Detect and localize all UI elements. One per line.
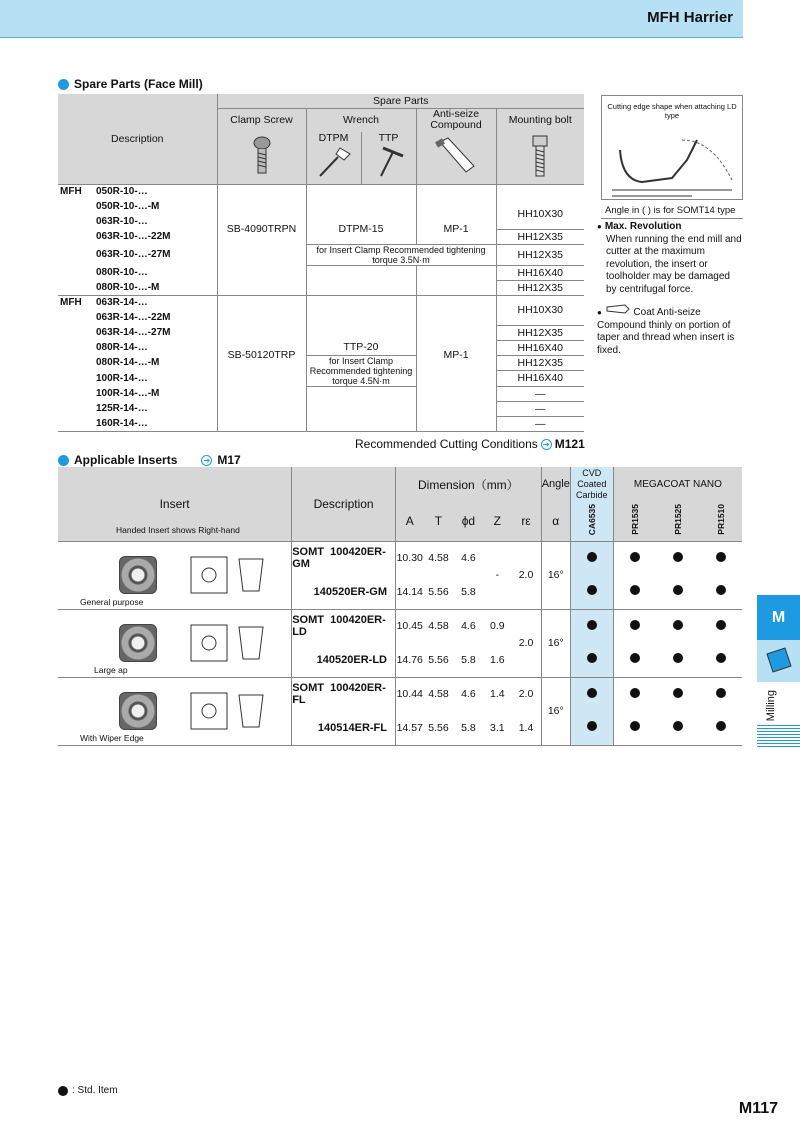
- inserts-table: [58, 467, 742, 746]
- col-dimension: Dimension（mm）: [396, 467, 542, 501]
- max-rev-text: When running the end mill and cutter at the maximum revolution, the insert or toolholder may be damaged by centrifugal force.: [606, 233, 742, 295]
- header-bar: [0, 0, 743, 37]
- arrow-right-icon: ➔: [201, 455, 212, 466]
- grade-ca6535: CA6535: [570, 501, 613, 541]
- header-divider: [0, 37, 743, 38]
- model-row: 100R-14-…: [94, 371, 217, 387]
- dim-t-value: 4.58: [428, 620, 449, 633]
- cutting-conditions-ref[interactable]: [355, 437, 585, 451]
- col-description: Description: [292, 467, 396, 541]
- bolt-value: HH12X35: [496, 355, 584, 371]
- cutting-conditions-page: M121: [554, 437, 585, 451]
- dim-t-value: 5.56: [428, 721, 449, 734]
- std-item-dot: [587, 620, 597, 630]
- coat-note: [597, 303, 743, 357]
- dim-z-value: -: [495, 569, 500, 581]
- dim-t: T: [423, 501, 453, 541]
- std-item-dot: [716, 688, 726, 698]
- series-label: MFH: [60, 297, 82, 309]
- t-wrench-icon: [369, 144, 409, 180]
- insert-top-view: [187, 621, 231, 665]
- max-rev-title: Max. Revolution: [604, 221, 682, 232]
- model-row: 080R-14-…-M: [94, 355, 217, 371]
- clamp-screw-value: SB-4090TRPN: [217, 214, 306, 244]
- insert-code: SOMT 100420ER-FL: [292, 677, 396, 711]
- cutting-edge-icon: [602, 120, 742, 200]
- col-anti-seize: Anti-seize Compound: [416, 108, 496, 132]
- dim-alpha: α: [541, 501, 570, 541]
- col-insert-label: Insert: [159, 497, 190, 511]
- col-ttp: TTP: [378, 132, 399, 144]
- bolt-image: [496, 132, 584, 184]
- std-item-dot: [58, 1086, 68, 1096]
- col-spare-parts: Spare Parts: [217, 94, 584, 108]
- dim-re: rε: [511, 501, 541, 541]
- col-angle: Angle: [541, 467, 570, 501]
- torque-note: for Insert Clamp Recommended tightening torque 3.5N·m: [306, 244, 496, 265]
- std-item-dot: [630, 552, 640, 562]
- dim-alpha-value: 16°: [541, 609, 570, 677]
- bolt-value: HH12X35: [496, 244, 584, 265]
- spare-parts-title-text: Spare Parts (Face Mill): [74, 77, 203, 91]
- inserts-page-ref[interactable]: M17: [217, 453, 241, 467]
- grade-pr1510: PR1510: [699, 501, 742, 541]
- std-item-dot: [630, 721, 640, 731]
- dim-alpha-value: 16°: [541, 541, 570, 609]
- col-clamp-screw: Clamp Screw: [217, 108, 306, 132]
- std-item-dot: [673, 585, 683, 595]
- std-item-dot: [587, 721, 597, 731]
- coat-text: Coat Anti-seize Compound thinly on portion of taper and thread when insert is fixed.: [597, 307, 735, 356]
- insert-type-label: With Wiper Edge: [80, 732, 144, 743]
- std-item-dot: [673, 688, 683, 698]
- std-item-dot: [673, 721, 683, 731]
- spare-parts-title: [58, 77, 203, 91]
- model-row: 080R-10-…-M: [94, 280, 217, 295]
- note-divider: [601, 218, 743, 219]
- model-row: 080R-10-…: [94, 265, 217, 280]
- dim-re-value: 1.4: [511, 711, 541, 745]
- wrench-value: DTPM-15: [306, 214, 416, 244]
- milling-section-label: Milling: [765, 690, 777, 722]
- insert-code: 140520ER-LD: [292, 643, 396, 677]
- angle-note: Angle in ( ) is for SOMT14 type: [605, 205, 736, 216]
- std-item-dot: [587, 688, 597, 698]
- wrench-value: TTP-20: [306, 340, 416, 355]
- bullet-icon: [58, 455, 69, 466]
- bolt-icon: [530, 134, 550, 178]
- dim-re-value: 2.0: [511, 609, 541, 677]
- ld-edge-diagram: [601, 95, 743, 200]
- model-row: 050R-10-…-M: [94, 199, 217, 214]
- dim-re-value: 2.0: [511, 541, 541, 609]
- bolt-value: HH16X40: [496, 340, 584, 355]
- bullet-icon: ●: [597, 308, 602, 317]
- insert-top-view: [187, 689, 231, 733]
- spare-parts-table: [58, 94, 584, 432]
- std-item-dot: [587, 653, 597, 663]
- dim-d: ϕd: [453, 501, 483, 541]
- dim-t-value: 5.56: [428, 585, 449, 598]
- dim-z-value: 3.1: [490, 721, 505, 734]
- insert-photo: [119, 624, 157, 662]
- insert-side-view: [231, 621, 271, 665]
- page-title: MFH Harrier: [647, 9, 733, 26]
- dim-d-value: 4.6: [461, 620, 476, 633]
- bolt-value: HH12X35: [496, 229, 584, 244]
- model-row: 063R-14-…: [94, 295, 217, 310]
- dim-z-value: 1.4: [490, 688, 505, 701]
- compound-image: [416, 132, 496, 184]
- bolt-value: HH12X35: [496, 325, 584, 340]
- dim-a-value: 14.76: [396, 653, 423, 666]
- dim-d-value: 5.8: [461, 721, 476, 734]
- applicable-inserts-title-text: Applicable Inserts: [74, 453, 178, 467]
- dim-a-value: 14.57: [396, 721, 423, 734]
- dim-a-value: 10.44: [396, 688, 423, 701]
- bolt-value: —: [496, 401, 584, 416]
- std-item-dot: [630, 688, 640, 698]
- std-item-dot: [673, 653, 683, 663]
- arrow-right-icon: ➔: [541, 439, 552, 450]
- milling-tool-icon: [757, 640, 800, 682]
- model-row: 125R-14-…: [94, 401, 217, 416]
- col-insert: [58, 467, 292, 541]
- col-description: Description: [58, 94, 217, 184]
- insert-code: SOMT 100420ER-GM: [292, 541, 396, 575]
- grade-pr1535: PR1535: [613, 501, 656, 541]
- insert-image-gm: [58, 541, 292, 609]
- ttp-cell: [361, 132, 416, 184]
- std-item-dot: [630, 585, 640, 595]
- model-row: 050R-10-…: [94, 184, 217, 199]
- bolt-value: HH10X30: [517, 207, 564, 220]
- insert-image-ld: [58, 609, 292, 677]
- dim-a-value: 10.30: [396, 552, 423, 565]
- std-item-dot: [587, 552, 597, 562]
- bolt-value: —: [496, 416, 584, 431]
- dim-d-value: 5.8: [461, 653, 476, 666]
- insert-photo: [119, 692, 157, 730]
- torque-note: for Insert Clamp Recommended tightening torque 4.5N·m: [306, 355, 416, 386]
- std-item-dot: [716, 620, 726, 630]
- col-mounting-bolt: Mounting bolt: [496, 108, 584, 132]
- applicable-inserts-title: [58, 453, 241, 467]
- bullet-icon: [58, 79, 69, 90]
- std-item-label: : Std. Item: [72, 1085, 118, 1096]
- tube-icon: [434, 136, 478, 176]
- dim-re-value: 2.0: [511, 677, 541, 711]
- page-number: M117: [738, 1100, 778, 1117]
- std-item-dot: [673, 552, 683, 562]
- bolt-value: HH16X40: [496, 371, 584, 387]
- series-label: MFH: [60, 186, 82, 198]
- insert-code: 140514ER-FL: [292, 711, 396, 745]
- insert-side-view: [231, 553, 271, 597]
- clamp-screw-value: SB-50120TRP: [217, 340, 306, 371]
- grade-pr1525: PR1525: [656, 501, 699, 541]
- model-row: 063R-14-…-22M: [94, 310, 217, 325]
- bullet-icon: ●: [597, 222, 602, 231]
- model-row: 063R-14-…-27M: [94, 325, 217, 340]
- dim-z-value: 0.9: [490, 620, 505, 633]
- std-item-dot: [630, 653, 640, 663]
- model-row: 063R-10-…-22M: [94, 229, 217, 244]
- insert-side-view: [231, 689, 271, 733]
- insert-code: SOMT 100420ER-LD: [292, 609, 396, 643]
- dtpm-cell: [306, 132, 361, 184]
- dim-t-value: 4.58: [428, 552, 449, 565]
- col-cvd: CVD Coated Carbide: [570, 467, 613, 501]
- bolt-value: —: [496, 386, 584, 401]
- model-row: 063R-10-…-27M: [94, 244, 217, 265]
- dim-d-value: 5.8: [461, 585, 476, 598]
- dim-z-value: 1.6: [490, 653, 505, 666]
- max-revolution-note: [597, 221, 743, 296]
- std-item-legend: [58, 1085, 118, 1096]
- std-item-dot: [716, 721, 726, 731]
- side-stripes: [757, 725, 800, 749]
- dim-z: Z: [483, 501, 511, 541]
- dim-a-value: 14.14: [396, 585, 423, 598]
- col-insert-note: Handed Insert shows Right-hand: [116, 525, 240, 535]
- diagram-title: Cutting edge shape when attaching LD type: [607, 102, 737, 120]
- model-row: 063R-10-…: [94, 214, 217, 229]
- model-row: 160R-14-…: [94, 416, 217, 431]
- bolt-value: HH16X40: [496, 265, 584, 280]
- screw-icon: [250, 135, 274, 177]
- dim-d-value: 4.6: [461, 688, 476, 701]
- std-item-dot: [587, 585, 597, 595]
- model-row: 080R-14-…: [94, 340, 217, 355]
- std-item-dot: [630, 620, 640, 630]
- dim-a-value: 10.45: [396, 620, 423, 633]
- std-item-dot: [716, 552, 726, 562]
- insert-type-label: Large ap: [94, 664, 128, 675]
- dim-t-value: 4.58: [428, 688, 449, 701]
- dim-alpha-value: 16°: [541, 677, 570, 745]
- insert-top-view: [187, 553, 231, 597]
- bolt-value: HH10X30: [517, 304, 564, 316]
- tube-icon: [605, 303, 631, 315]
- std-item-dot: [716, 585, 726, 595]
- dim-t-value: 5.56: [428, 653, 449, 666]
- cutting-conditions-label: Recommended Cutting Conditions: [355, 437, 538, 451]
- insert-image-fl: [58, 677, 292, 745]
- insert-photo: [119, 556, 157, 594]
- clamp-screw-image: [217, 132, 306, 184]
- insert-code: 140520ER-GM: [292, 575, 396, 609]
- col-wrench: Wrench: [306, 108, 416, 132]
- std-item-dot: [673, 620, 683, 630]
- screwdriver-icon: [314, 144, 354, 180]
- dim-a: A: [396, 501, 424, 541]
- compound-value: MP-1: [416, 214, 496, 244]
- milling-section-tab[interactable]: M: [757, 595, 800, 640]
- col-megacoat: MEGACOAT NANO: [613, 467, 742, 501]
- col-dtpm: DTPM: [318, 132, 349, 144]
- insert-type-label: General purpose: [80, 596, 144, 607]
- bolt-value: HH12X35: [496, 280, 584, 295]
- std-item-dot: [716, 653, 726, 663]
- model-row: 100R-14-…-M: [94, 386, 217, 401]
- dim-d-value: 4.6: [461, 552, 476, 565]
- compound-value: MP-1: [416, 340, 496, 371]
